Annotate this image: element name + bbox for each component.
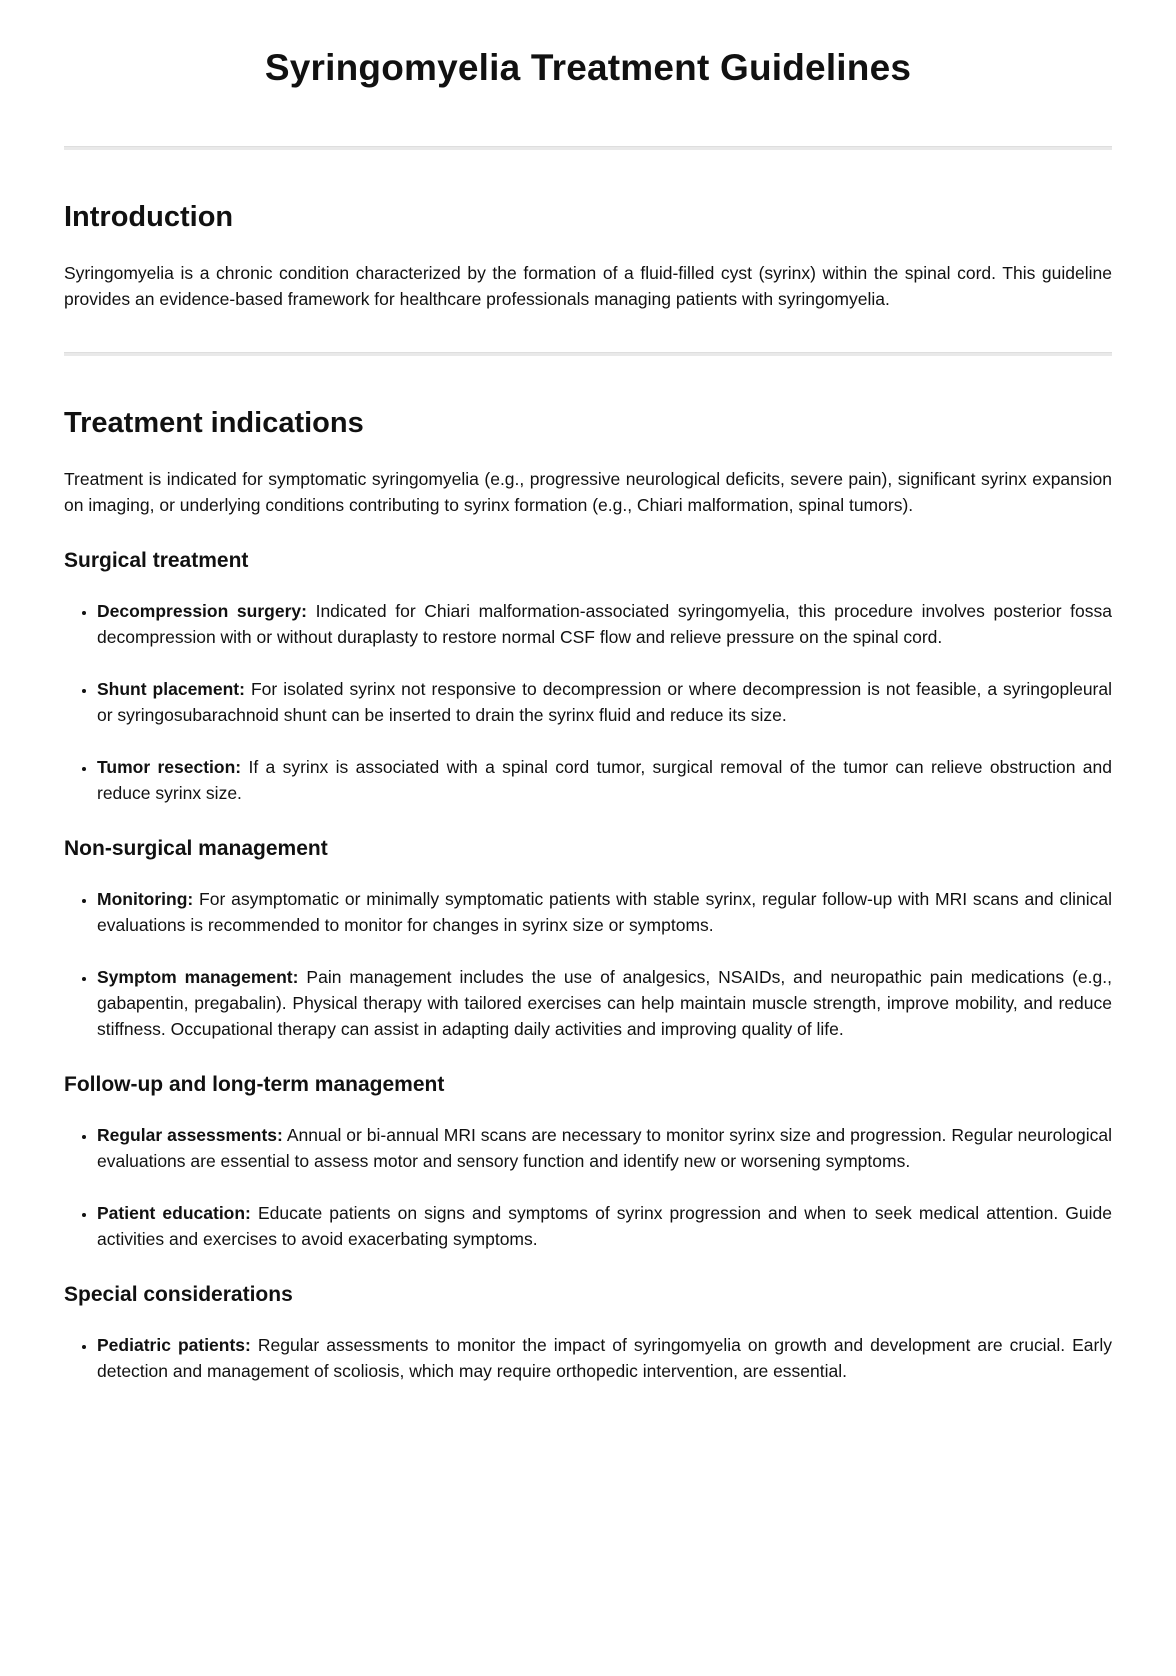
list-item-term: Regular assessments:: [97, 1125, 283, 1145]
list-item: [97, 964, 1112, 1042]
section-divider: [64, 146, 1112, 150]
section-heading-introduction: Introduction: [64, 201, 234, 233]
bullet-list-non-surgical-management: [64, 886, 1112, 1042]
document-title: Syringomyelia Treatment Guidelines: [264, 47, 912, 88]
subsection-heading-special-considerations: Special considerations: [64, 1283, 293, 1306]
list-item-term: Shunt placement:: [97, 679, 245, 699]
list-item-text: If a syrinx is associated with a spinal cord tumor, surgical removal of the tumor can relieve obstruction and reduce syrinx size.: [97, 757, 1112, 803]
list-item-term: Decompression surgery:: [97, 601, 307, 621]
list-item-text: Educate patients on signs and symptoms of syrinx progression and when to seek medical attention. Guide activities and exercises to avoid exacerbating symptoms.: [97, 1203, 1113, 1249]
list-item: [97, 1200, 1112, 1252]
list-item: [97, 886, 1112, 938]
section-heading-treatment-indications: Treatment indications: [64, 407, 364, 439]
section-divider: [64, 352, 1112, 356]
list-item-term: Symptom management:: [97, 967, 299, 987]
subsection-heading-follow-up: Follow-up and long-term management: [64, 1073, 445, 1096]
list-item-text: Indicated for Chiari malformation-associated syringomyelia, this procedure involves posterior fossa decompression with or without duraplasty to restore normal CSF flow and relieve pressure on the spinal cord.: [97, 601, 1112, 647]
list-item: [97, 1332, 1112, 1384]
list-item-text: Pain management includes the use of analgesics, NSAIDs, and neuropathic pain medications (e.g., gabapentin, pregabalin). Physical therapy with tailored exercises can help maintain muscle strength, improve mobility, and reduce stiffness. Occupational therapy can assist in adapting daily activities and improving quality of life.: [97, 967, 1112, 1039]
introduction-paragraph: Syringomyelia is a chronic condition characterized by the formation of a fluid-filled cyst (syrinx) within the spinal cord. This guideline provides an evidence-based framework for healthcare professionals managing patients with syringomyelia.: [64, 263, 1112, 309]
section-treatment-indications: [64, 406, 1112, 1384]
list-item-term: Patient education:: [97, 1203, 251, 1223]
section-introduction: [64, 200, 1112, 312]
bullet-list-follow-up: [64, 1122, 1112, 1252]
bullet-list-surgical-treatment: [64, 598, 1112, 806]
list-item: [97, 754, 1112, 806]
list-item-text: For asymptomatic or minimally symptomatic patients with stable syrinx, regular follow-up with MRI scans and clinical evaluations is recommended to monitor for changes in syrinx size or symptoms.: [97, 889, 1112, 935]
list-item: [97, 1122, 1112, 1174]
treatment-indications-paragraph: Treatment is indicated for symptomatic syringomyelia (e.g., progressive neurological deficits, severe pain), significant syrinx expansion on imaging, or underlying conditions contributing to syrinx formation (e.g., Chiari malformation, spinal tumors).: [64, 469, 1112, 515]
list-item-term: Tumor resection:: [97, 757, 242, 777]
subsection-heading-surgical-treatment: Surgical treatment: [64, 549, 249, 572]
document-page: [0, 46, 1176, 1444]
list-item-text: Annual or bi-annual MRI scans are necessary to monitor syrinx size and progression. Regular neurological evaluations are essential to assess motor and sensory function and identify new or worsening symptoms.: [97, 1125, 1112, 1171]
list-item-term: Monitoring:: [97, 889, 194, 909]
list-item: [97, 676, 1112, 728]
list-item-text: For isolated syrinx not responsive to decompression or where decompression is not feasible, a syringopleural or syringosubarachnoid shunt can be inserted to drain the syrinx fluid and reduce its size.: [97, 679, 1112, 725]
list-item-term: Pediatric patients:: [97, 1335, 251, 1355]
bullet-list-special-considerations: [64, 1332, 1112, 1384]
list-item: [97, 598, 1112, 650]
list-item-text: Regular assessments to monitor the impact of syringomyelia on growth and development are crucial. Early detection and management of scoliosis, which may require orthopedic intervention, are essential.: [97, 1335, 1112, 1381]
subsection-heading-non-surgical-management: Non-surgical management: [64, 837, 328, 860]
